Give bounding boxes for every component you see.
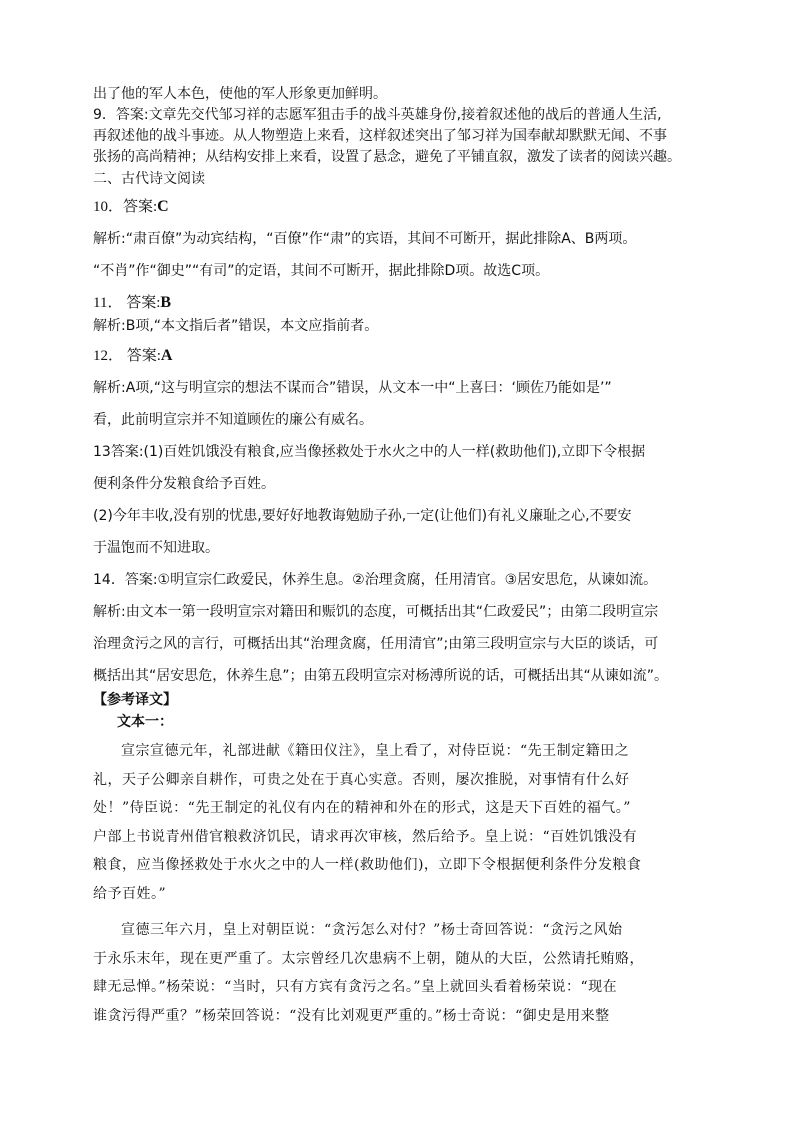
answer-14 xyxy=(93,567,717,689)
translation-paragraph-1 xyxy=(93,737,717,908)
answer-14-analysis-1: 解析:由文本一第一段明宣宗对籍田和赈饥的态度，可概括出其“仁政爱民”；由第二段明宣宗 xyxy=(93,604,659,620)
translation-p1-line: 户部上书说青州借官粮救济饥民，请求再次审核，然后给予。皇上说：“百姓饥饿没有 xyxy=(93,828,638,845)
answer-13-line-3: (2)今年丰收,没有别的忧患,要好好地教诲勉励子孙,一定(让他们)有礼义廉耻之心,不要安 xyxy=(93,508,632,524)
answer-9-line-1: 9．答案:文章先交代邹习祥的志愿军狙击手的战斗英雄身份,接着叙述他的战后的普通人生活, xyxy=(93,107,662,123)
intro-line: 出了他的军人本色，使他的军人形象更加鲜明。 xyxy=(93,86,387,102)
translation-p1-line: 粮食，应当像拯救处于水火之中的人一样(救助他们)，立即下令根据便利条件分发粮食 xyxy=(93,857,642,873)
answer-11-prefix: 11． 答案: xyxy=(93,295,161,311)
answer-11-label xyxy=(93,290,717,316)
translation-p1-line: 宣宗宣德元年，礼部进献《籍田仪注》，皇上看了，对侍臣说：“先王制定籍田之 xyxy=(121,743,630,759)
section-heading: 二、古代诗文阅读 xyxy=(93,171,205,187)
translation-paragraph-2 xyxy=(93,916,717,1030)
answer-14-line-1: 14．答案:①明宣宗仁政爱民，休养生息。②治理贪腐，任用清官。③居安思危，从谏如流。 xyxy=(93,572,658,588)
translation-p2-line: 宣德三年六月，皇上对朝臣说：“贪污怎么对付？”杨士奇回答说：“贪污之风始 xyxy=(121,922,623,938)
answer-13-line-2: 便利条件分发粮食给予百姓。 xyxy=(93,476,275,492)
answer-14-analysis-2: 治理贪污之风的言行，可概括出其“治理贪腐，任用清官”;由第三段明宣宗与大臣的谈话，可 xyxy=(93,636,659,652)
translation-p1-line: 处！”侍臣说：“先王制定的礼仪有内在的精神和外在的形式，这是天下百姓的福气。” xyxy=(93,800,631,816)
answer-10-prefix: 10．答案: xyxy=(93,199,158,215)
answer-12-label xyxy=(93,343,717,369)
translation-p1-line: 给予百姓。” xyxy=(93,885,167,902)
answer-10-analysis-2: “不肖”作“御史”“有司”的定语，其间不可断开，据此排除D项。故选C项。 xyxy=(93,263,550,279)
answer-10 xyxy=(93,194,717,284)
translation-p2-line: 肆无忌惮。”杨荣说：“当时，只有方宾有贪污之名。”皇上就回头看着杨荣说：“现在 xyxy=(93,979,618,995)
answer-12 xyxy=(93,343,717,433)
document-page xyxy=(93,84,717,1030)
translation-p1-line: 礼，天子公卿亲自耕作，可贵之处在于真心实意。否则，屡次推脱，对事情有什么好 xyxy=(93,771,630,788)
translation-p2-line: 于永乐末年，现在更严重了。太宗曾经几次患病不上朝，随从的大臣，公然请托贿赂， xyxy=(93,950,644,967)
answer-11-analysis: 解析:B项,“本文指后者”错误，本文应指前者。 xyxy=(93,318,379,334)
translation-title: 【参考译文】 xyxy=(93,692,177,708)
answer-12-prefix: 12． 答案: xyxy=(93,348,161,364)
answer-13-line-4: 于温饱而不知进取。 xyxy=(93,540,219,556)
answer-12-analysis-1: 解析:A项,“这与明宣宗的想法不谋而合”错误，从文本一中“上喜曰：‘顾佐乃能如是’” xyxy=(93,380,612,396)
translation-p2-line: 谁贪污得严重？”杨荣回答说：“没有比刘观更严重的。”杨士奇说：“御史是用来整 xyxy=(93,1007,610,1024)
answer-9 xyxy=(93,105,717,168)
answer-11-choice: B xyxy=(160,294,172,311)
translation-subtitle: 文本一： xyxy=(117,714,173,730)
answer-12-choice: A xyxy=(160,347,173,364)
answer-10-analysis-1: 解析:“肃百僚”为动宾结构，“百僚”作“肃”的宾语，其间不可断开，据此排除A、B两项。 xyxy=(93,231,637,247)
answer-12-analysis-2: 看，此前明宣宗并不知道顾佐的廉公有威名。 xyxy=(93,412,373,428)
answer-13 xyxy=(93,439,717,561)
answer-9-line-2: 再叙述他的战斗事迹。从人物塑造上来看，这样叙述突出了邹习祥为国奉献却默默无闻、不事 xyxy=(93,128,667,144)
answer-10-choice: C xyxy=(157,198,169,215)
answer-10-label xyxy=(93,194,717,220)
answer-13-line-1: 13答案:(1)百姓饥饿没有粮食,应当像拯救处于水火之中的人一样(救助他们),立即下令根据 xyxy=(93,444,646,460)
answer-11 xyxy=(93,290,717,337)
answer-14-analysis-3: 概括出其“居安思危，休养生息”；由第五段明宣宗对杨溥所说的话，可概括出其“从谏如流”。 xyxy=(93,668,669,684)
answer-9-line-3: 张扬的高尚精神；从结构安排上来看，设置了悬念，避免了平铺直叙，激发了读者的阅读兴趣。 xyxy=(93,149,681,165)
